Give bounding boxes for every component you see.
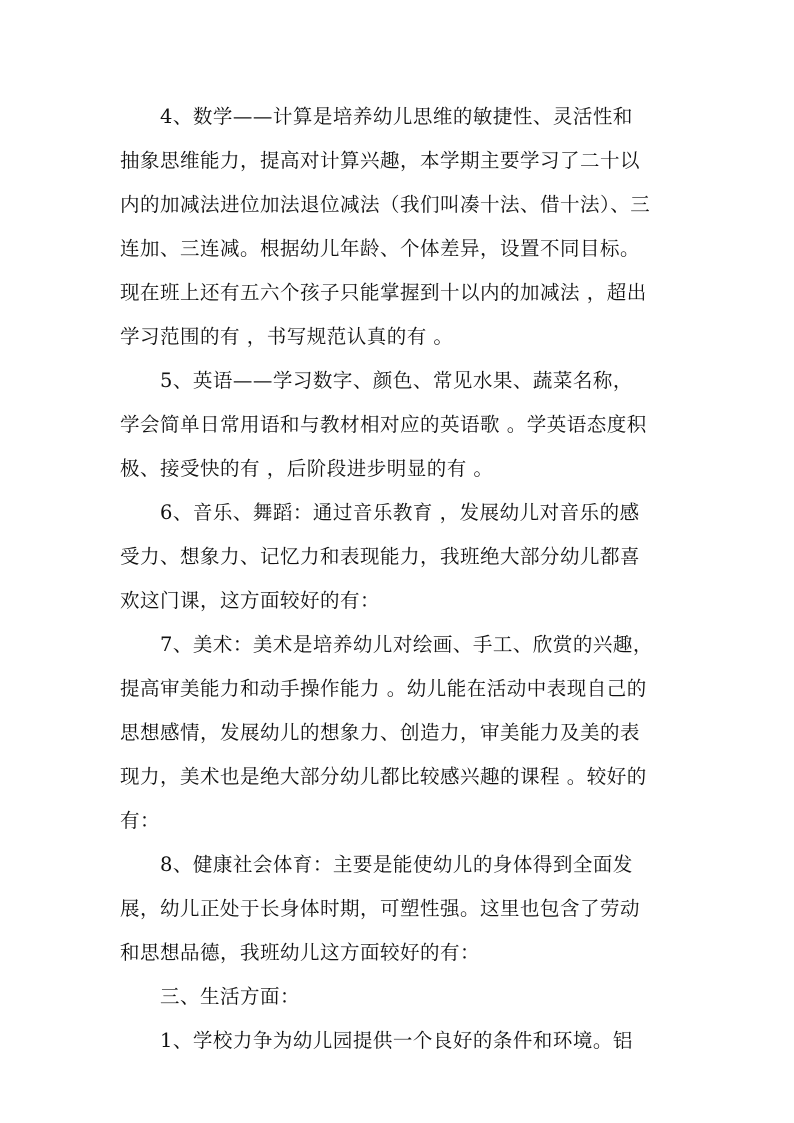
paragraph-art-line-4: 现力，美术也是绝大部分幼儿都比较感兴趣的课程 。较好的 xyxy=(120,765,647,788)
paragraph-math-line-5: 现在班上还有五六个孩子只能掌握到十以内的加减法 ，超出 xyxy=(120,281,647,304)
paragraph-english-line-1: 5、英语——学习数字、颜色、常见水果、蔬菜名称， xyxy=(160,369,633,392)
section-heading-life: 三、生活方面： xyxy=(160,985,301,1008)
paragraph-math-line-3: 内的加减法进位加法退位减法（我们叫凑十法、借十法）、三 xyxy=(120,193,651,216)
paragraph-math-line-6: 学习范围的有 ，书写规范认真的有 。 xyxy=(120,325,454,348)
paragraph-english-line-2: 学会简单日常用语和与教材相对应的英语歌 。学英语态度积 xyxy=(120,413,647,436)
paragraph-health-line-1: 8、健康社会体育：主要是能使幼儿的身体得到全面发 xyxy=(160,853,633,876)
paragraph-art-line-3: 思想感情，发展幼儿的想象力、创造力，审美能力及美的表 xyxy=(120,721,641,744)
paragraph-music-line-2: 受力、想象力、记忆力和表现能力，我班绝大部分幼儿都喜 xyxy=(120,545,641,568)
paragraph-life-line-1: 1、学校力争为幼儿园提供一个良好的条件和环境。铝 xyxy=(160,1029,633,1052)
paragraph-music-line-1: 6、音乐、舞蹈：通过音乐教育 ，发展幼儿对音乐的感 xyxy=(160,501,640,524)
paragraph-health-line-3: 和思想品德，我班幼儿这方面较好的有： xyxy=(120,941,481,964)
paragraph-art-line-1: 7、美术：美术是培养幼儿对绘画、手工、欣赏的兴趣， xyxy=(160,633,653,656)
paragraph-math-line-2: 抽象思维能力，提高对计算兴趣，本学期主要学习了二十以 xyxy=(120,149,641,172)
paragraph-english-line-3: 极、接受快的有 ，后阶段进步明显的有 。 xyxy=(120,457,494,480)
paragraph-music-line-3: 欢这门课，这方面较好的有： xyxy=(120,589,381,612)
paragraph-health-line-2: 展，幼儿正处于长身体时期，可塑性强。这里也包含了劳动 xyxy=(120,897,641,920)
paragraph-art-line-2: 提高审美能力和动手操作能力 。幼儿能在活动中表现自己的 xyxy=(120,677,647,700)
paragraph-math-line-4: 连加、三连减。根据幼儿年龄、个体差异，设置不同目标。 xyxy=(120,237,641,260)
paragraph-art-line-5: 有： xyxy=(120,809,161,832)
paragraph-math-line-1: 4、数学——计算是培养幼儿思维的敏捷性、灵活性和 xyxy=(160,105,633,128)
